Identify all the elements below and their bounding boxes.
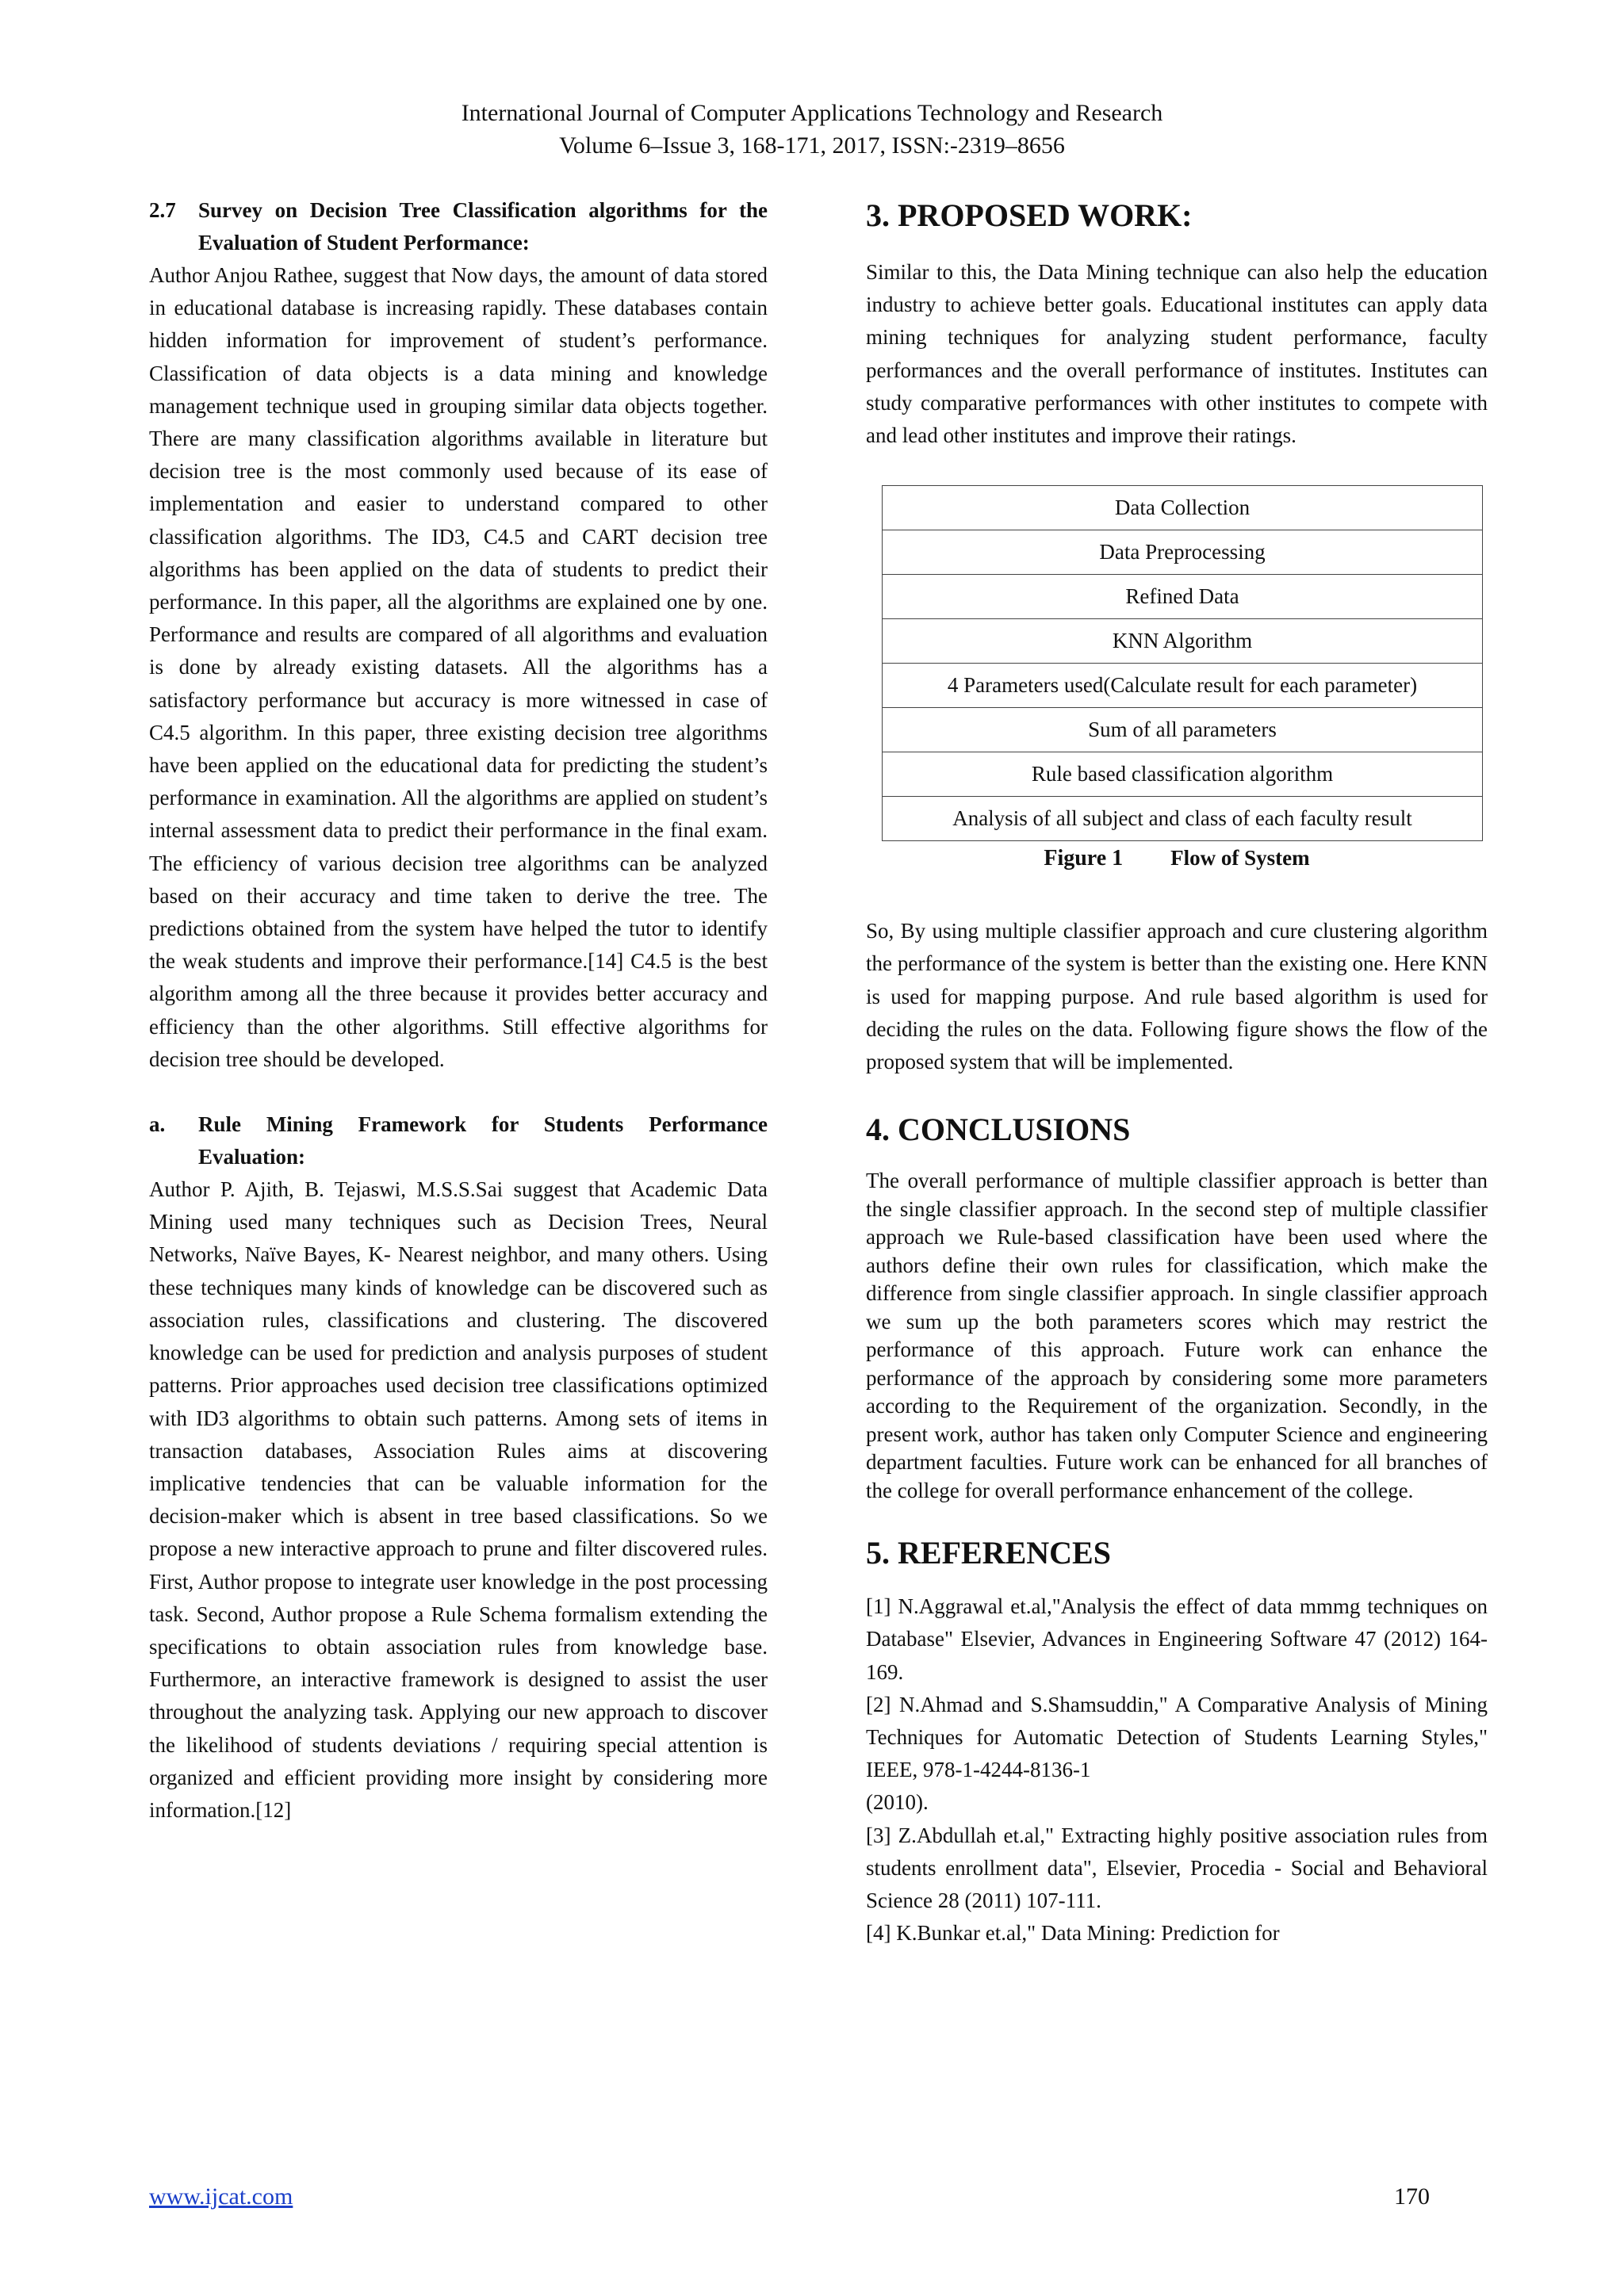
section-title: Survey on Decision Tree Classification algorithms for the Evaluation of Student Performance: xyxy=(198,198,768,254)
journal-volume: Volume 6–Issue 3, 168-171, 2017, ISSN:-2319–8656 xyxy=(559,132,1065,159)
reference-item: [4] K.Bunkar et.al," Data Mining: Prediction for xyxy=(866,1921,1280,1946)
flow-step: Data Preprocessing xyxy=(883,530,1482,574)
flow-step: 4 Parameters used(Calculate result for each parameter) xyxy=(883,663,1482,707)
flow-diagram xyxy=(882,485,1483,841)
flow-step: KNN Algorithm xyxy=(883,618,1482,663)
section-number: a. xyxy=(149,1112,166,1137)
section-4-body: The overall performance of multiple classifier approach is better than the single classifier approach. In the second step of multiple classifier approach we Rule-based classification have been used where the authors define their own rules for classification, which make the difference from single classifier approach. In single classifier approach we sum up the both parameters scores which may restrict the performance of this approach. Future work can enhance the performance of the approach by considering some more parameters according to the Requirement of the organization. Secondly, in the present work, author has taken only Computer Science and engineering department faculties. Future work can be enhanced for all branches of the college for overall performance enhancement of the college. xyxy=(866,1169,1488,1502)
figure-label: Figure 1 xyxy=(1044,846,1124,871)
reference-item: [2] N.Ahmad and S.Shamsuddin," A Comparative Analysis of Mining Techniques for Automatic Detection of Students Learning Styles," IEEE, 978-1-4244-8136-1 xyxy=(866,1692,1488,1782)
reference-item: (2010). xyxy=(866,1790,929,1815)
right-column xyxy=(866,194,1488,1950)
page-number: 170 xyxy=(1394,2183,1430,2210)
section-2-7-heading xyxy=(149,194,768,259)
reference-item: [3] Z.Abdullah et.al," Extracting highly positive association rules from students enrollment data", Elsevier, Procedia - Social and Behavioral Science 28 (2011) 107-111. xyxy=(866,1823,1488,1913)
flow-step: Analysis of all subject and class of each faculty result xyxy=(883,796,1482,840)
reference-item: [1] N.Aggrawal et.al,"Analysis the effect of data mmmg techniques on Database" Elsevier, Advances in Engineering Software 47 (2012) 164-169. xyxy=(866,1594,1488,1684)
left-column xyxy=(149,194,768,1827)
flow-step: Refined Data xyxy=(883,574,1482,618)
journal-title: International Journal of Computer Applications Technology and Research xyxy=(461,100,1163,126)
flow-step: Data Collection xyxy=(1114,496,1251,520)
section-3-body: Similar to this, the Data Mining technique can also help the education industry to achieve better goals. Educational institutes can apply data mining techniques for analyzing student performance, faculty performances and the overall performance of institutes. Institutes can study comparative performances with other institutes to compete with and lead other institutes and improve their ratings. xyxy=(866,260,1488,448)
section-title: Rule Mining Framework for Students Performance Evaluation: xyxy=(198,1112,768,1169)
section-a-body: Author P. Ajith, B. Tejaswi, M.S.S.Sai suggest that Academic Data Mining used many techniques such as Decision Trees, Neural Networks, Naïve Bayes, K- Nearest neighbor, and many others. Using these techniques many kinds of knowledge can be discovered such as association rules, classifications and clustering. The discovered knowledge can be used for prediction and analysis purposes of student patterns. Prior approaches used decision tree classifications optimized with ID3 algorithms to obtain such patterns. Among sets of items in transaction databases, Association Rules aims at discovering implicative tendencies that can be valuable information for the decision-maker which is absent in tree based classifications. So we propose a new interactive approach to prune and filter discovered rules. First, Author propose to integrate user knowledge in the post processing task. Second, Author propose a Rule Schema formalism extending the specifications to obtain association rules from knowledge base. Furthermore, an interactive framework is designed to assist the user throughout the analyzing task. Applying our new approach to discover the likelihood of students deviations / requiring special attention is organized and efficient providing more insight by considering more information.[12] xyxy=(149,1177,768,1822)
flow-step: Rule based classification algorithm xyxy=(883,752,1482,796)
journal-website-link[interactable]: www.ijcat.com xyxy=(149,2183,293,2210)
journal-header xyxy=(0,97,1624,162)
figure-caption xyxy=(866,841,1488,875)
section-2-7-body: Author Anjou Rathee, suggest that Now days, the amount of data stored in educational database is increasing rapidly. These databases contain hidden information for improvement of student’s performance. Classification of data objects is a data mining and knowledge management technique used in grouping similar data objects together. There are many classification algorithms available in literature but decision tree is the most commonly used because of its ease of implementation and easier to understand compared to other classification algorithms. The ID3, C4.5 and CART decision tree algorithms has been applied on the data of students to predict their performance. In this paper, all the algorithms are explained one by one. Performance and results are compared of all algorithms and evaluation is done by already existing datasets. All the algorithms has a satisfactory performance but accuracy is more witnessed in case of C4.5 algorithm. In this paper, three existing decision tree algorithms have been applied on the educational data for predicting the student’s performance in examination. All the algorithms are applied on student’s internal assessment data to predict their performance in the final exam. The efficiency of various decision tree algorithms can be analyzed based on their accuracy and time taken to derive the tree. The predictions obtained from the system have helped the tutor to identify the weak students and improve their performance.[14] C4.5 is the best algorithm among all the three because it provides better accuracy and efficiency than the other algorithms. Still effective algorithms for decision tree should be developed. xyxy=(149,263,768,1071)
flow-step: Sum of all parameters xyxy=(883,707,1482,752)
section-5-heading: 5. REFERENCES xyxy=(866,1535,1111,1571)
figure-followup-text: So, By using multiple classifier approach and cure clustering algorithm the performance of the system is better than the existing one. Here KNN is used for mapping purpose. And rule based algorithm is used for deciding the rules on the data. Following figure shows the flow of the proposed system that will be implemented. xyxy=(866,919,1488,1074)
figure-title: Flow of System xyxy=(1170,846,1310,871)
section-a-heading xyxy=(149,1108,768,1173)
section-3-heading: 3. PROPOSED WORK: xyxy=(866,197,1193,233)
section-number: 2.7 xyxy=(149,198,176,222)
section-4-heading: 4. CONCLUSIONS xyxy=(866,1112,1131,1148)
